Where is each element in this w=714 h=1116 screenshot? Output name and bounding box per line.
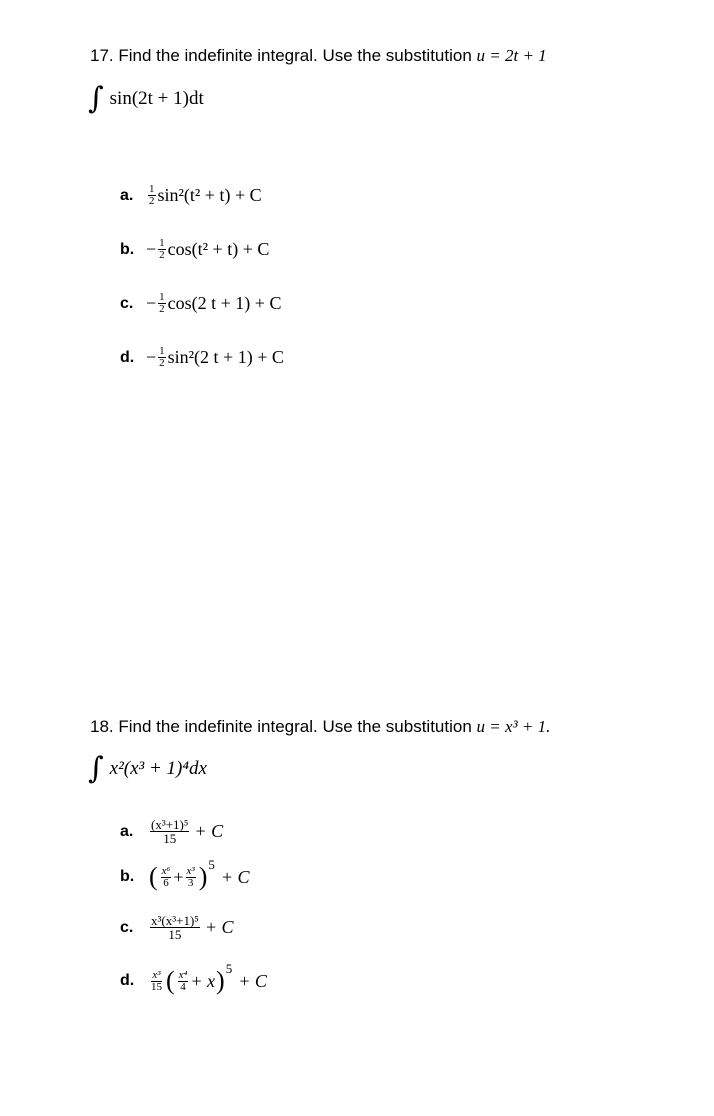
option-expression: cos(2 t + 1) + C bbox=[167, 293, 282, 313]
option-label: b. bbox=[120, 868, 135, 885]
q17-option-d[interactable]: d. − $\frac{1}{2}$ sin²(2 t + 1) + C bbox=[120, 345, 284, 369]
option-label: c. bbox=[120, 294, 134, 312]
q18-option-c[interactable]: c. $\frac{\text{x³(x³+1)⁵}}{15}$ + C bbox=[120, 913, 234, 942]
option-label: a. bbox=[120, 186, 134, 204]
q18-option-a[interactable]: a. $\frac{\text{(x³+1)⁵}}{15}$ + C bbox=[120, 817, 224, 846]
option-expression: sin²(2 t + 1) + C bbox=[167, 347, 284, 367]
fraction: $\frac{\text{x⁴}}{4}$ bbox=[178, 968, 188, 993]
option-label: b. bbox=[120, 240, 135, 258]
q18-option-b[interactable]: b. ( $\frac{\text{x⁶}}{6}$ + $\frac{\text{x³}}{3}$ ) 5 + C bbox=[120, 857, 250, 891]
q17-title: 17. Find the indefinite integral. Use the substitution u = 2t + 1 bbox=[90, 46, 547, 65]
fraction: $\frac{\text{x³(x³+1)⁵}}{15}$ bbox=[151, 913, 199, 942]
q17-integral bbox=[88, 81, 204, 116]
option-label: c. bbox=[120, 918, 134, 936]
fraction: $\frac{\text{(x³+1)⁵}}{15}$ bbox=[151, 817, 189, 846]
option-label: d. bbox=[120, 348, 135, 366]
fraction: $\frac{1}{2}$ bbox=[159, 345, 165, 369]
option-expression: sin²(t² + t) + C bbox=[157, 185, 262, 205]
q17-integrand: sin(2t + 1)dt bbox=[109, 88, 204, 109]
integral-sign: ∫ bbox=[88, 81, 104, 116]
q18-integrand: x²(x³ + 1)⁴dx bbox=[109, 758, 207, 779]
q18-title: 18. Find the indefinite integral. Use the substitution u = x³ + 1. bbox=[90, 717, 551, 736]
fraction: $\frac{1}{2}$ bbox=[149, 183, 155, 207]
integral-sign: ∫ bbox=[88, 751, 104, 786]
fraction: $\frac{\text{x⁶}}{6}$ bbox=[161, 864, 171, 889]
fraction: $\frac{\text{x³}}{15}$ bbox=[151, 968, 162, 993]
q17-option-b[interactable]: b. − $\frac{1}{2}$ cos(t² + t) + C bbox=[120, 237, 270, 261]
option-label: d. bbox=[120, 972, 135, 989]
q17-option-c[interactable]: c. − $\frac{1}{2}$ cos(2 t + 1) + C bbox=[120, 291, 282, 315]
option-expression: cos(t² + t) + C bbox=[167, 239, 270, 259]
q18-option-d[interactable]: d. $\frac{\text{x³}}{15}$ ( $\frac{\text{x⁴}}{4}$ + x ) 5 + C bbox=[120, 961, 267, 995]
fraction: $\frac{1}{2}$ bbox=[159, 237, 165, 261]
fraction: $\frac{\text{x³}}{3}$ bbox=[186, 864, 195, 889]
option-label: a. bbox=[120, 822, 134, 840]
q17-option-a[interactable] bbox=[120, 184, 262, 207]
q18-integral bbox=[88, 751, 207, 786]
fraction: $\frac{1}{2}$ bbox=[159, 291, 165, 315]
